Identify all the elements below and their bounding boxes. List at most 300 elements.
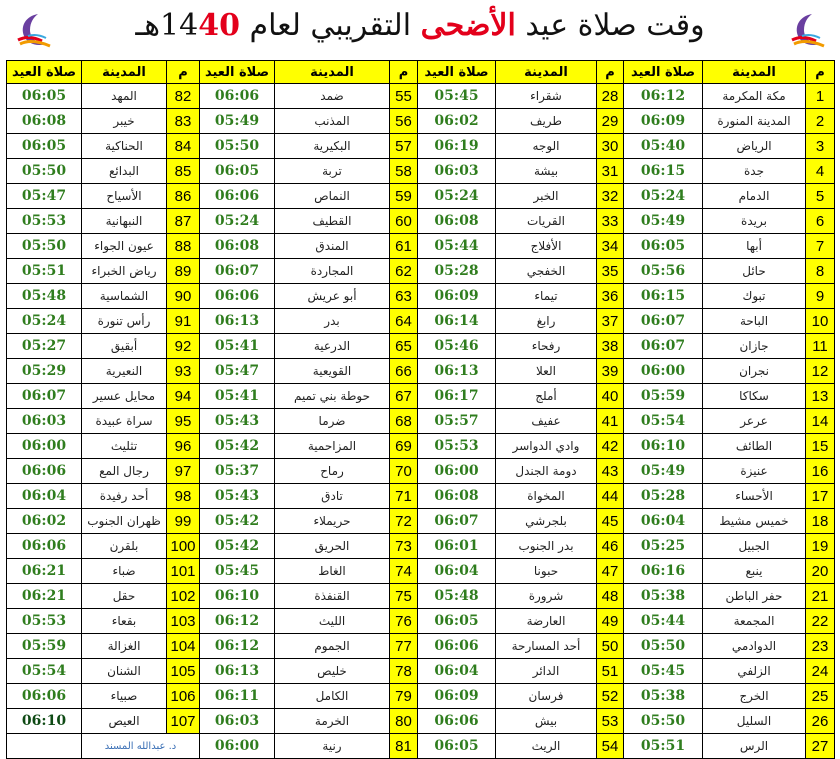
eid-prayer-time: 06:13 [200,659,275,684]
row-number: 10 [806,309,835,334]
table-row [7,584,835,609]
eid-prayer-time: 05:24 [418,184,496,209]
table-row [7,509,835,534]
eid-prayer-time: 05:50 [624,634,703,659]
row-number: 72 [390,509,418,534]
row-number: 63 [390,284,418,309]
city-name: رجال المع [82,459,167,484]
table-row [7,334,835,359]
row-number: 70 [390,459,418,484]
row-number: 43 [597,459,624,484]
table-body [7,84,835,759]
city-name: بلقرن [82,534,167,559]
eid-prayer-time: 06:00 [418,459,496,484]
row-number: 97 [167,459,200,484]
row-number: 52 [597,684,624,709]
eid-prayer-time: 06:06 [200,284,275,309]
city-name: بيش [496,709,597,734]
row-number: 61 [390,234,418,259]
city-name: النعيرية [82,359,167,384]
eid-prayer-time: 06:06 [7,534,82,559]
col-header-city: المدينة [275,61,390,84]
city-name: الباحة [703,309,806,334]
eid-prayer-time: 05:24 [7,309,82,334]
row-number: 48 [597,584,624,609]
eid-prayer-time: 06:04 [418,659,496,684]
row-number: 68 [390,409,418,434]
eid-prayer-time: 06:14 [418,309,496,334]
eid-prayer-time: 05:28 [624,484,703,509]
eid-prayer-time: 05:42 [200,509,275,534]
city-name: العيص [82,709,167,734]
row-number: 18 [806,509,835,534]
col-header-num: م [806,61,835,84]
eid-prayer-time: 06:17 [418,384,496,409]
row-number: 2 [806,109,835,134]
city-name: الشنان [82,659,167,684]
eid-prayer-time: 05:59 [624,384,703,409]
eid-prayer-time: 06:09 [418,284,496,309]
row-number: 54 [597,734,624,759]
city-name: عفيف [496,409,597,434]
row-number: 37 [597,309,624,334]
city-name: رماح [275,459,390,484]
city-name: بدر [275,309,390,334]
city-name: الخرمة [275,709,390,734]
row-number: 39 [597,359,624,384]
row-number: 102 [167,584,200,609]
title-year-suffix: هـ [135,8,161,43]
table-row [7,609,835,634]
city-name: الشماسية [82,284,167,309]
city-name: مكة المكرمة [703,84,806,109]
table-row [7,134,835,159]
city-name: تثليث [82,434,167,459]
row-number: 40 [597,384,624,409]
eid-prayer-time: 05:29 [7,359,82,384]
row-number: 27 [806,734,835,759]
eid-prayer-time: 06:08 [200,234,275,259]
row-number: 107 [167,709,200,734]
table-row [7,384,835,409]
city-name: الدائر [496,659,597,684]
row-number: 81 [390,734,418,759]
eid-prayer-time: 05:48 [7,284,82,309]
city-name: سكاكا [703,384,806,409]
city-name: الكامل [275,684,390,709]
eid-prayer-time: 06:07 [200,259,275,284]
city-name: تبوك [703,284,806,309]
row-number: 28 [597,84,624,109]
city-name: ضرما [275,409,390,434]
row-number: 19 [806,534,835,559]
row-number: 34 [597,234,624,259]
col-header-num: م [597,61,624,84]
city-name: المذنب [275,109,390,134]
city-name: العلا [496,359,597,384]
row-number: 35 [597,259,624,284]
city-name: أحد رفيدة [82,484,167,509]
table-row [7,709,835,734]
city-name: رنية [275,734,390,759]
row-number: 4 [806,159,835,184]
eid-prayer-time: 05:51 [7,259,82,284]
eid-prayer-time: 05:53 [7,209,82,234]
row-number: 60 [390,209,418,234]
eid-prayer-time: 05:46 [418,334,496,359]
row-number: 29 [597,109,624,134]
eid-prayer-time: 06:16 [624,559,703,584]
city-name: رابغ [496,309,597,334]
row-number: 100 [167,534,200,559]
city-name: المندق [275,234,390,259]
row-number: 62 [390,259,418,284]
row-number: 106 [167,684,200,709]
row-number: 16 [806,459,835,484]
row-number: 79 [390,684,418,709]
eid-prayer-time: 05:50 [200,134,275,159]
row-number: 51 [597,659,624,684]
row-number: 30 [597,134,624,159]
row-number: 69 [390,434,418,459]
eid-prayer-time: 06:02 [7,509,82,534]
city-name: أبقيق [82,334,167,359]
city-name: المزاحمية [275,434,390,459]
city-name: الخفجي [496,259,597,284]
eid-prayer-time: 05:50 [7,234,82,259]
eid-prayer-time: 06:10 [624,434,703,459]
table-row [7,534,835,559]
row-number: 67 [390,384,418,409]
row-number: 56 [390,109,418,134]
eid-prayer-time: 05:41 [200,334,275,359]
eid-prayer-time: 06:05 [7,84,82,109]
table-row [7,734,835,759]
row-number: 7 [806,234,835,259]
row-number: 103 [167,609,200,634]
eid-prayer-time: 05:27 [7,334,82,359]
city-name: الحناكية [82,134,167,159]
row-number: 31 [597,159,624,184]
eid-prayer-time: 06:06 [7,684,82,709]
row-number: 6 [806,209,835,234]
row-number: 26 [806,709,835,734]
table-row [7,84,835,109]
eid-prayer-time: 05:51 [624,734,703,759]
city-name: وادي الدواسر [496,434,597,459]
table-row [7,634,835,659]
eid-prayer-time: 06:07 [418,509,496,534]
table-row [7,409,835,434]
city-name: محايل عسير [82,384,167,409]
row-number: 74 [390,559,418,584]
row-number: 25 [806,684,835,709]
city-name: العارضة [496,609,597,634]
table-row [7,684,835,709]
row-number: 80 [390,709,418,734]
city-name: بلجرشي [496,509,597,534]
row-number: 105 [167,659,200,684]
row-number: 38 [597,334,624,359]
city-name: طريف [496,109,597,134]
row-number: 86 [167,184,200,209]
eid-prayer-time: 06:05 [418,734,496,759]
city-name: القويعية [275,359,390,384]
eid-prayer-time: 06:10 [200,584,275,609]
row-number: 88 [167,234,200,259]
eid-prayer-time: 06:07 [624,334,703,359]
eid-prayer-time: 06:01 [418,534,496,559]
city-name: ينبع [703,559,806,584]
eid-prayer-time: 06:11 [200,684,275,709]
eid-prayer-time: 05:45 [418,84,496,109]
eid-prayer-time: 06:12 [200,609,275,634]
eid-prayer-time: 06:04 [418,559,496,584]
row-number: 64 [390,309,418,334]
eid-prayer-time: 06:13 [200,309,275,334]
row-number: 104 [167,634,200,659]
row-number: 96 [167,434,200,459]
eid-prayer-time: 05:47 [200,359,275,384]
city-name: المهد [82,84,167,109]
row-number: 99 [167,509,200,534]
city-name: شقراء [496,84,597,109]
eid-prayer-time: 05:49 [624,209,703,234]
eid-prayer-time: 06:06 [200,184,275,209]
city-name: بدر الجنوب [496,534,597,559]
eid-prayer-time: 05:48 [418,584,496,609]
city-name: المجمعة [703,609,806,634]
eid-prayer-time: 06:03 [7,409,82,434]
city-name: الريث [496,734,597,759]
eid-prayer-time: 05:49 [624,459,703,484]
city-name: نجران [703,359,806,384]
row-number: 14 [806,409,835,434]
table-row [7,109,835,134]
city-name: خليص [275,659,390,684]
city-name: ضمد [275,84,390,109]
city-name: صبياء [82,684,167,709]
city-name: دومة الجندل [496,459,597,484]
eid-prayer-time: 06:21 [7,584,82,609]
row-number: 36 [597,284,624,309]
eid-prayer-time: 06:12 [624,84,703,109]
title-year [160,8,240,43]
eid-prayer-time: 05:25 [624,534,703,559]
city-name: الوجه [496,134,597,159]
col-header-time: صلاة العيد [418,61,496,84]
city-name: خميس مشيط [703,509,806,534]
eid-prayer-time: 06:09 [624,109,703,134]
row-number: 65 [390,334,418,359]
city-name: السليل [703,709,806,734]
row-number: 9 [806,284,835,309]
empty-cell [7,734,82,759]
eid-prayer-time: 06:06 [418,709,496,734]
eid-prayer-time: 06:12 [200,634,275,659]
eid-prayer-time: 05:59 [7,634,82,659]
row-number: 58 [390,159,418,184]
row-number: 33 [597,209,624,234]
city-name: تيماء [496,284,597,309]
city-name: عرعر [703,409,806,434]
crescent-logo-icon [4,10,60,50]
row-number: 98 [167,484,200,509]
eid-prayer-time: 06:03 [418,159,496,184]
table-row [7,359,835,384]
row-number: 90 [167,284,200,309]
eid-prayer-time: 05:42 [200,534,275,559]
eid-prayer-time: 05:38 [624,684,703,709]
city-name: النماص [275,184,390,209]
city-name: الحريق [275,534,390,559]
table-row [7,434,835,459]
eid-prayer-time: 06:02 [418,109,496,134]
row-number: 73 [390,534,418,559]
city-name: ضباء [82,559,167,584]
row-number: 57 [390,134,418,159]
city-name: رفحاء [496,334,597,359]
table-row [7,284,835,309]
eid-prayer-time: 06:04 [624,509,703,534]
col-header-city: المدينة [703,61,806,84]
row-number: 20 [806,559,835,584]
row-number: 8 [806,259,835,284]
row-number: 5 [806,184,835,209]
row-number: 91 [167,309,200,334]
city-name: أبو عريش [275,284,390,309]
eid-prayer-time: 06:00 [7,434,82,459]
city-name: المدينة المنورة [703,109,806,134]
row-number: 44 [597,484,624,509]
city-name: رياض الخبراء [82,259,167,284]
eid-prayer-time: 05:53 [7,609,82,634]
eid-prayer-time: 06:15 [624,284,703,309]
eid-prayer-time: 06:05 [624,234,703,259]
city-name: عنيزة [703,459,806,484]
row-number: 47 [597,559,624,584]
row-number: 32 [597,184,624,209]
row-number: 75 [390,584,418,609]
author-credit: د. عبدالله المسند [82,734,200,759]
city-name: الدمام [703,184,806,209]
eid-prayer-time: 05:44 [624,609,703,634]
table-row [7,659,835,684]
row-number: 17 [806,484,835,509]
row-number: 66 [390,359,418,384]
row-number: 23 [806,634,835,659]
eid-prayer-time: 05:40 [624,134,703,159]
row-number: 76 [390,609,418,634]
title-year-digits-b: 40 [198,8,240,43]
table-row [7,234,835,259]
row-number: 1 [806,84,835,109]
eid-prayer-time: 06:00 [200,734,275,759]
eid-prayer-time: 05:42 [200,434,275,459]
city-name: رأس تنورة [82,309,167,334]
city-name: حوطة بني تميم [275,384,390,409]
eid-prayer-time: 05:56 [624,259,703,284]
city-name: القريات [496,209,597,234]
eid-prayer-time: 06:21 [7,559,82,584]
city-name: الجبيل [703,534,806,559]
city-name: الأسياح [82,184,167,209]
title-part-2: التقريبي لعام [249,8,412,43]
row-number: 94 [167,384,200,409]
eid-prayer-time: 06:09 [418,684,496,709]
row-number: 3 [806,134,835,159]
eid-prayer-time: 06:03 [200,709,275,734]
eid-prayer-time: 05:45 [624,659,703,684]
city-name: بيشة [496,159,597,184]
eid-prayer-time: 05:41 [200,384,275,409]
city-name: بقعاء [82,609,167,634]
city-name: تربة [275,159,390,184]
eid-prayer-time: 06:06 [418,634,496,659]
city-name: البدائع [82,159,167,184]
col-header-time: صلاة العيد [200,61,275,84]
eid-prayer-time: 05:45 [200,559,275,584]
eid-prayer-time: 05:43 [200,409,275,434]
table-row [7,309,835,334]
eid-prayer-time: 05:37 [200,459,275,484]
eid-prayer-time: 05:24 [624,184,703,209]
row-number: 85 [167,159,200,184]
eid-prayer-time: 05:38 [624,584,703,609]
row-number: 77 [390,634,418,659]
col-header-time: صلاة العيد [7,61,82,84]
eid-prayer-time: 06:10 [7,709,82,734]
city-name: النبهانية [82,209,167,234]
eid-prayer-time: 05:50 [7,159,82,184]
table-row [7,559,835,584]
row-number: 46 [597,534,624,559]
eid-prayer-time: 06:13 [418,359,496,384]
city-name: الرياض [703,134,806,159]
city-name: الجموم [275,634,390,659]
eid-prayer-time: 05:50 [624,709,703,734]
city-name: الخرج [703,684,806,709]
col-header-city: المدينة [82,61,167,84]
eid-prayer-time: 06:08 [418,209,496,234]
city-name: جازان [703,334,806,359]
row-number: 42 [597,434,624,459]
eid-prayer-time: 05:24 [200,209,275,234]
table-row [7,159,835,184]
table-row [7,209,835,234]
city-name: الغزالة [82,634,167,659]
row-number: 22 [806,609,835,634]
eid-prayer-time: 05:49 [200,109,275,134]
row-number: 15 [806,434,835,459]
row-number: 83 [167,109,200,134]
eid-prayer-time: 05:44 [418,234,496,259]
row-number: 82 [167,84,200,109]
title-highlight: الأضحى [420,8,516,43]
eid-prayer-time: 06:07 [624,309,703,334]
city-name: سراة عبيدة [82,409,167,434]
row-number: 13 [806,384,835,409]
eid-prayer-time: 06:08 [7,109,82,134]
city-name: حبونا [496,559,597,584]
city-name: المخواة [496,484,597,509]
row-number: 93 [167,359,200,384]
city-name: الخبر [496,184,597,209]
eid-prayer-time: 06:06 [7,459,82,484]
row-number: 101 [167,559,200,584]
row-number: 49 [597,609,624,634]
row-number: 50 [597,634,624,659]
